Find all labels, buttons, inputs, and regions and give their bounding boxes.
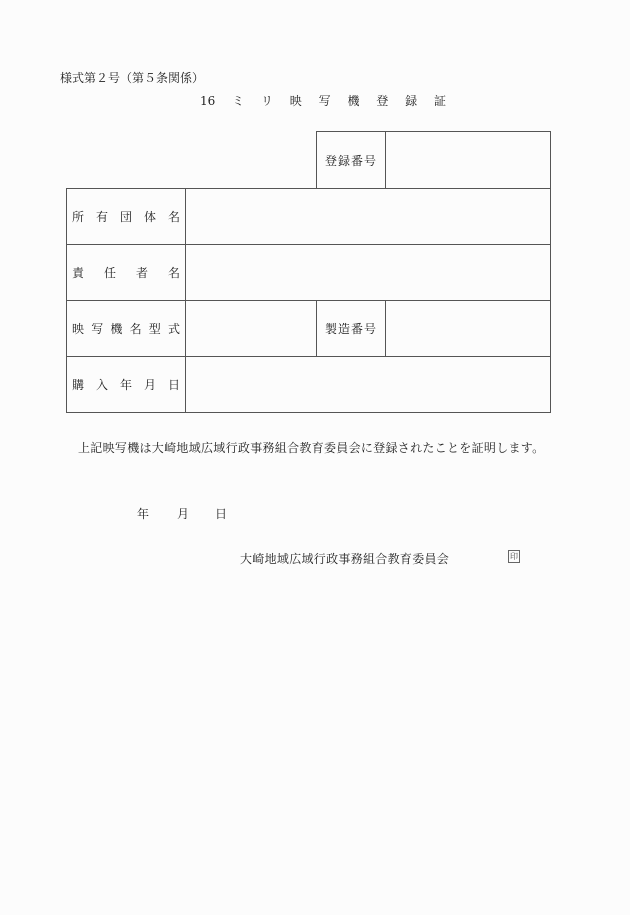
title-char: 写 xyxy=(318,94,331,108)
label-char: 日 xyxy=(167,378,180,392)
label-char: 所 xyxy=(72,210,85,224)
title-char: ミ xyxy=(232,94,245,108)
label-char: 者 xyxy=(135,266,148,280)
label-char: 名 xyxy=(129,322,142,336)
seal-icon: 印 xyxy=(510,552,518,561)
purchase-date-field[interactable] xyxy=(186,357,550,412)
label-char: 型 xyxy=(148,322,161,336)
purchase-date-label xyxy=(72,357,180,412)
label-char: 名 xyxy=(167,210,180,224)
serial-number-label: 製造番号 xyxy=(324,322,377,336)
label-char: 責 xyxy=(72,266,85,280)
responsible-person-field[interactable] xyxy=(186,245,550,300)
date-day-label: 日 xyxy=(215,507,228,521)
label-char: 映 xyxy=(72,322,85,336)
table-border xyxy=(550,131,551,413)
label-char: 月 xyxy=(143,378,156,392)
label-char: 任 xyxy=(103,266,116,280)
table-border xyxy=(66,188,67,413)
date-year-label: 年 xyxy=(137,507,150,521)
title-char: 録 xyxy=(405,94,418,108)
table-border xyxy=(66,412,551,413)
issuer-name: 大崎地域広域行政事務組合教育委員会 xyxy=(240,552,450,566)
owner-org-field[interactable] xyxy=(186,189,550,244)
title-char: 16 xyxy=(200,94,216,108)
label-char: 購 xyxy=(72,378,85,392)
label-char: 入 xyxy=(95,378,108,392)
form-number: 様式第２号（第５条関係） xyxy=(60,71,205,85)
label-char: 写 xyxy=(91,322,104,336)
projector-model-field[interactable] xyxy=(186,301,316,356)
title-char: 証 xyxy=(434,94,447,108)
responsible-person-label xyxy=(72,245,180,300)
label-char: 機 xyxy=(110,322,123,336)
title-char: 登 xyxy=(376,94,389,108)
label-char: 名 xyxy=(167,266,180,280)
label-char: 団 xyxy=(119,210,132,224)
projector-model-label xyxy=(72,301,180,356)
label-char: 式 xyxy=(167,322,180,336)
owner-org-label xyxy=(72,189,180,244)
label-char: 体 xyxy=(143,210,156,224)
date-month-label: 月 xyxy=(177,507,190,521)
title-char: リ xyxy=(260,94,273,108)
serial-number-field[interactable] xyxy=(386,301,550,356)
certification-text: 上記映写機は大崎地域広域行政事務組合教育委員会に登録されたことを証明します。 xyxy=(78,441,545,455)
registration-number-field[interactable] xyxy=(386,132,550,188)
document-title xyxy=(200,92,459,109)
title-char: 映 xyxy=(289,94,302,108)
title-char: 機 xyxy=(347,94,360,108)
label-char: 有 xyxy=(95,210,108,224)
label-char: 年 xyxy=(119,378,132,392)
registration-number-label: 登録番号 xyxy=(324,153,377,168)
